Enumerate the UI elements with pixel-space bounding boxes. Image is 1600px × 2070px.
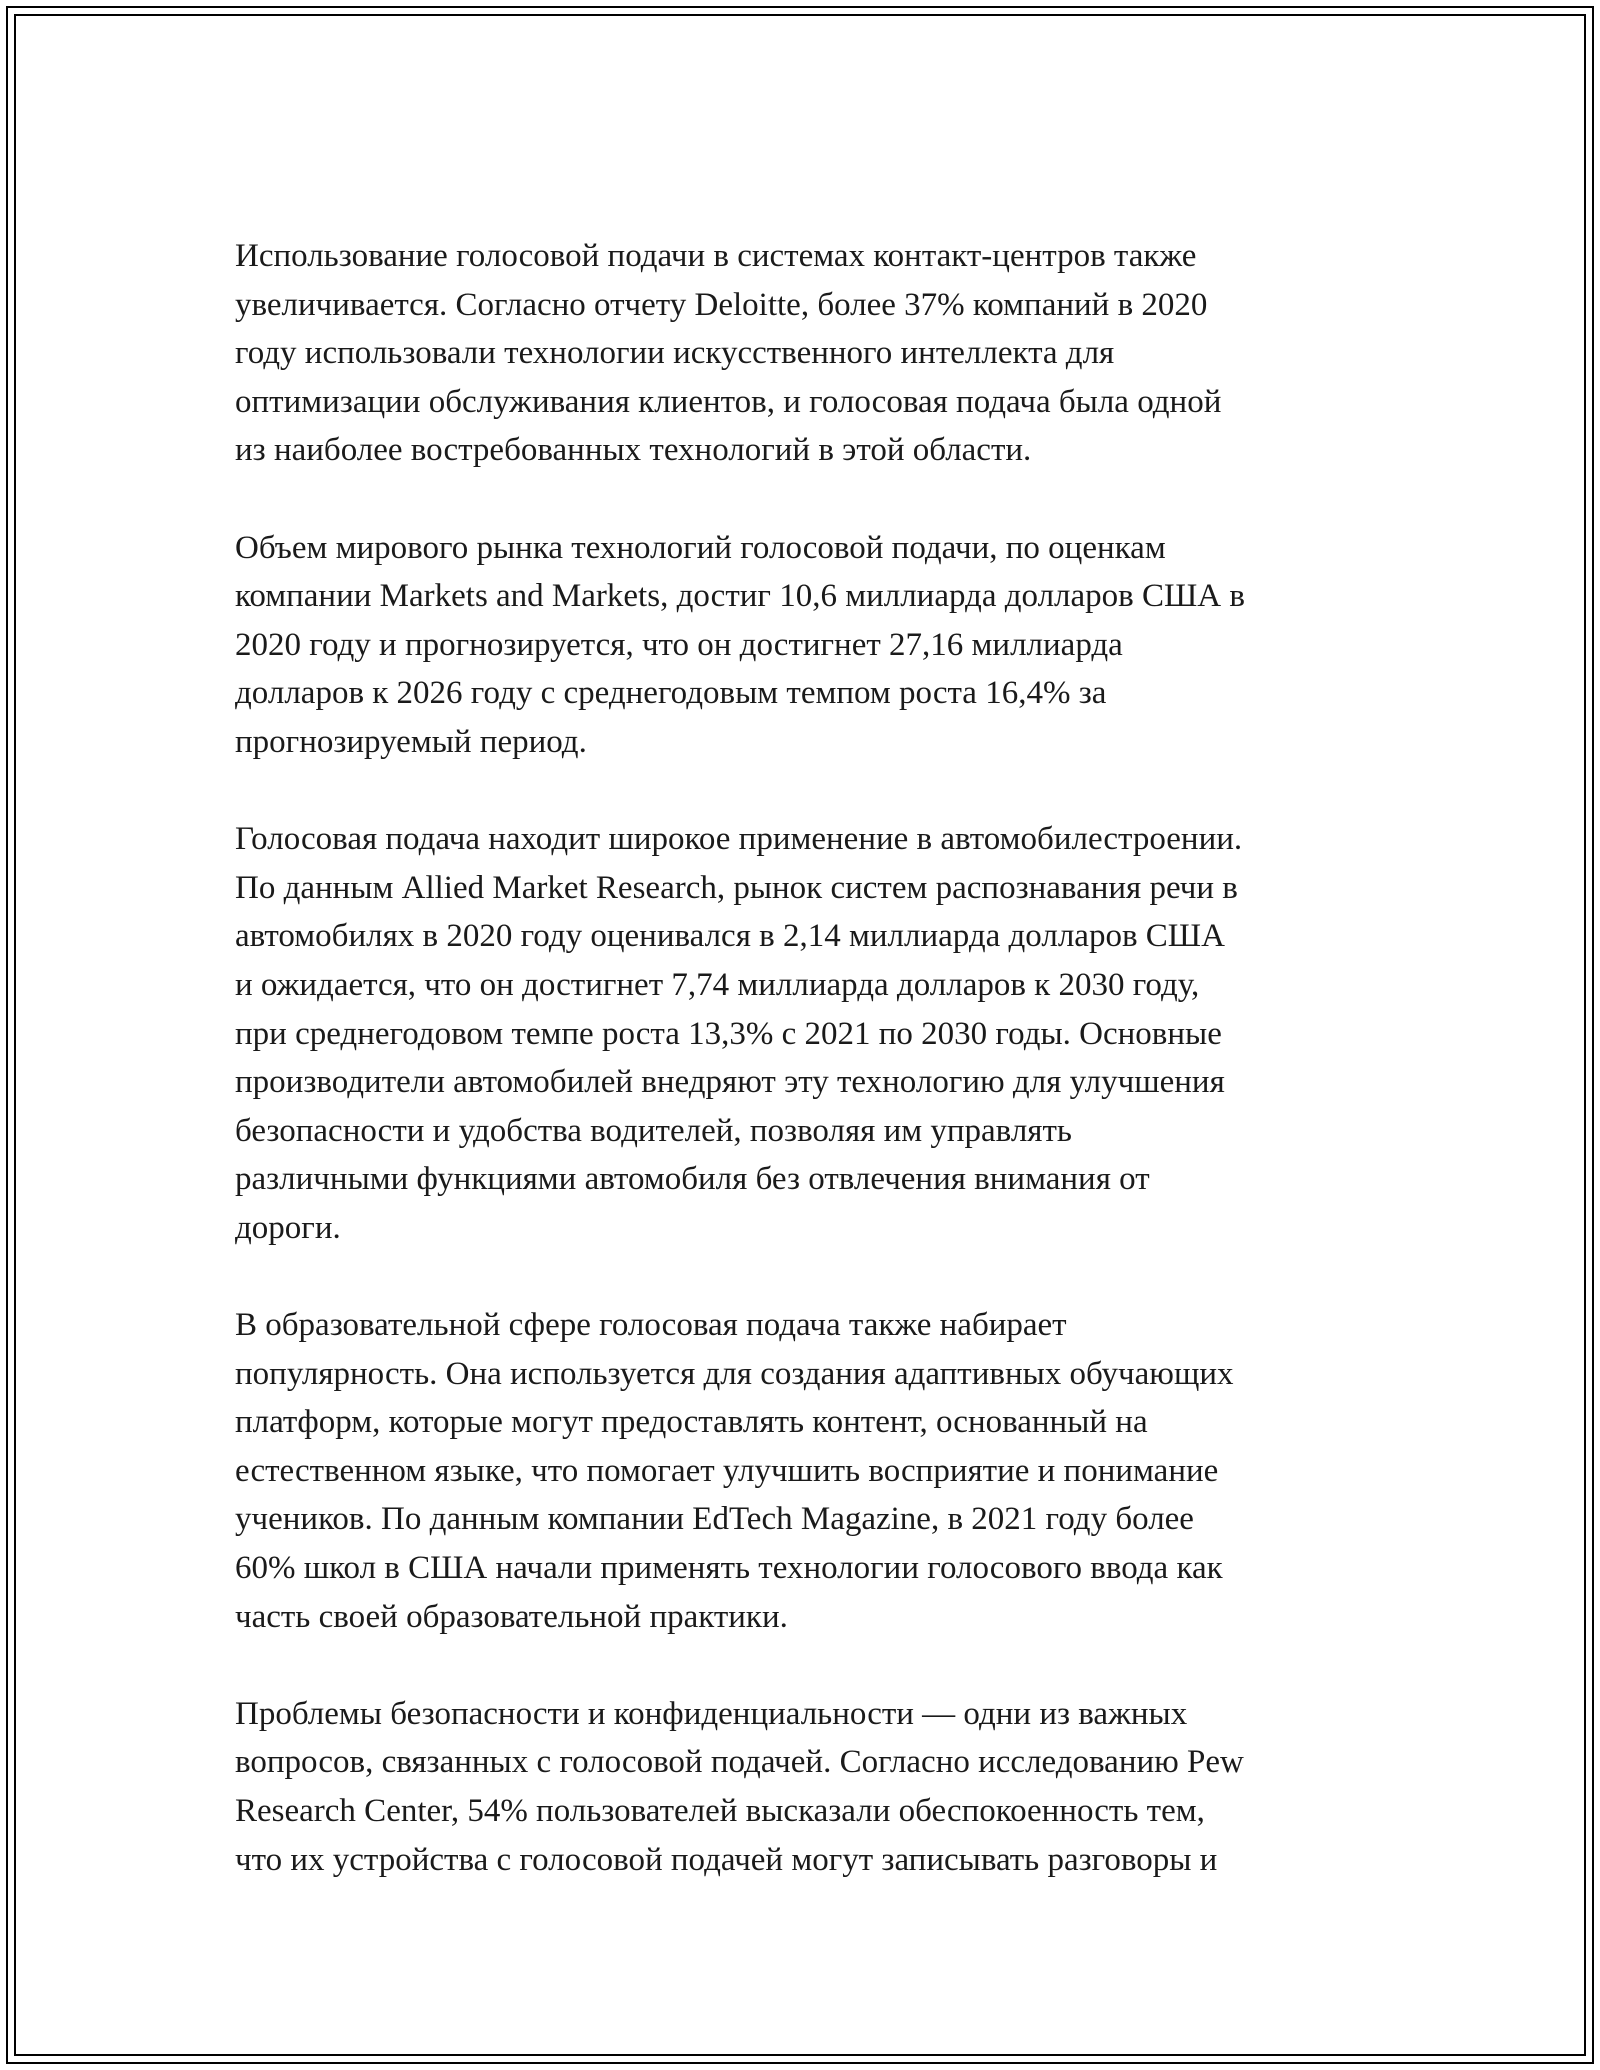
text-line: естественном языке, что помогает улучшить восприятие и понимание <box>235 1452 1219 1489</box>
text-line: Проблемы безопасности и конфиденциальности — одни из важных <box>235 1695 1188 1732</box>
document-body <box>235 232 1385 1933</box>
text-line: автомобилях в 2020 году оценивался в 2,14 миллиарда долларов США <box>235 918 1225 955</box>
text-line: и ожидается, что он достигнет 7,74 миллиарда долларов к 2030 году, <box>235 966 1200 1003</box>
text-line: 2020 году и прогнозируется, что он достигнет 27,16 миллиарда <box>235 626 1123 663</box>
text-line: прогнозируемый период. <box>235 723 587 760</box>
text-line: В образовательной сфере голосовая подача также набирает <box>235 1307 1067 1344</box>
text-line: оптимизации обслуживания клиентов, и голосовая подача была одной <box>235 383 1222 420</box>
text-line: году использовали технологии искусственного интеллекта для <box>235 335 1115 372</box>
text-line: учеников. По данным компании EdTech Magazine, в 2021 году более <box>235 1501 1194 1538</box>
paragraph-contact-centers <box>235 232 1385 475</box>
text-line: вопросов, связанных с голосовой подачей. Согласно исследованию Pew <box>235 1744 1244 1781</box>
text-line: из наиболее востребованных технологий в этой области. <box>235 432 1032 469</box>
text-line: различными функциями автомобиля без отвлечения внимания от <box>235 1161 1150 1198</box>
text-line: часть своей образовательной практики. <box>235 1598 788 1635</box>
text-line: Голосовая подача находит широкое применение в автомобилестроении. <box>235 821 1243 858</box>
text-line: долларов к 2026 году с среднегодовым темпом роста 16,4% за <box>235 675 1107 712</box>
text-line: платформ, которые могут предоставлять контент, основанный на <box>235 1404 1148 1441</box>
paragraph-privacy <box>235 1690 1385 1884</box>
text-line: компании Markets and Markets, достиг 10,6 миллиарда долларов США в <box>235 578 1245 615</box>
text-line: безопасности и удобства водителей, позволяя им управлять <box>235 1112 1072 1149</box>
text-line: Объем мирового рынка технологий голосовой подачи, по оценкам <box>235 529 1166 566</box>
paragraph-market-size <box>235 524 1385 767</box>
text-line: производители автомобилей внедряют эту технологию для улучшения <box>235 1064 1225 1101</box>
text-line: дороги. <box>235 1209 341 1246</box>
text-line: при среднегодовом темпе роста 13,3% с 2021 по 2030 годы. Основные <box>235 1015 1222 1052</box>
text-line: Использование голосовой подачи в системах контакт-центров также <box>235 238 1197 274</box>
text-line: популярность. Она используется для создания адаптивных обучающих <box>235 1355 1234 1392</box>
text-line: что их устройства с голосовой подачей могут записывать разговоры и <box>235 1841 1218 1878</box>
text-line: 60% школ в США начали применять технологии голосового ввода как <box>235 1550 1223 1587</box>
text-line: Research Center, 54% пользователей высказали обеспокоенность тем, <box>235 1793 1205 1829</box>
paragraph-education <box>235 1301 1385 1641</box>
text-line: По данным Allied Market Research, рынок систем распознавания речи в <box>235 869 1238 906</box>
paragraph-automotive <box>235 815 1385 1252</box>
text-line: увеличивается. Согласно отчету Deloitte, более 37% компаний в 2020 <box>235 286 1208 323</box>
